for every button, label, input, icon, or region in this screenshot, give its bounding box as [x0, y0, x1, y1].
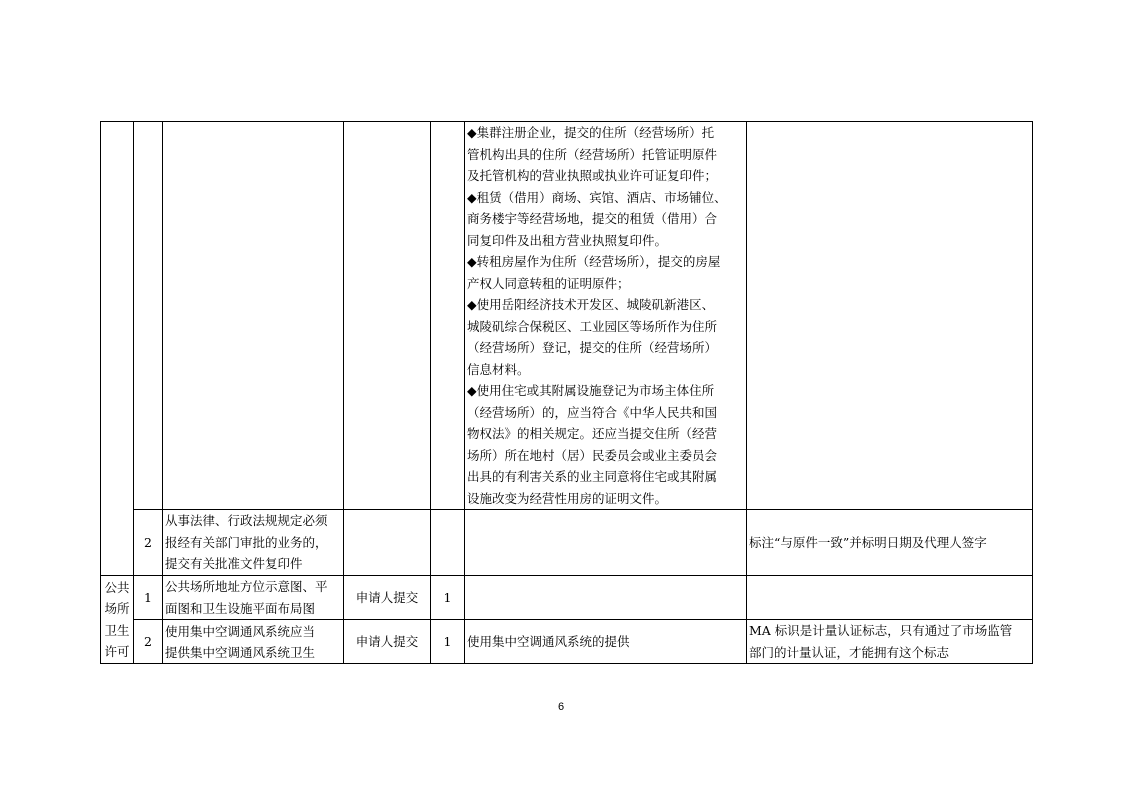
- requirement-line: ◆租赁（借用）商场、宾馆、酒店、市场铺位、: [467, 189, 727, 205]
- material-line: 使用集中空调通风系统应当: [165, 623, 316, 639]
- material-line: 公共场所地址方位示意图、平: [165, 579, 328, 594]
- number-cell: [134, 122, 163, 510]
- material-cell: [163, 510, 344, 576]
- category-cell: [101, 576, 134, 664]
- category-line: 卫生: [104, 622, 130, 638]
- remark-cell: [747, 576, 1033, 620]
- category-line: 公共: [104, 579, 130, 595]
- requirement-line: ◆集群注册企业，提交的住所（经营场所）托: [467, 125, 715, 140]
- requirement-line: （经营场所）登记，提交的住所（经营场所）: [467, 340, 718, 355]
- requirement-line: 设施改变为经营性用房的证明文件。: [467, 490, 668, 506]
- requirement-line: 及托管机构的营业执照或执业许可证复印件；: [467, 168, 718, 183]
- table-row: [101, 122, 1033, 510]
- count-cell: [431, 510, 465, 576]
- requirement-line: 管机构出具的住所（经营场所）托管证明原件: [467, 146, 718, 162]
- material-line: 从事法律、行政法规规定必须: [165, 513, 328, 529]
- remark-cell: [747, 620, 1033, 664]
- remark-cell: 标注“与原件一致”并标明日期及代理人签字: [747, 510, 1033, 576]
- material-cell: [163, 620, 344, 664]
- requirement-line: （经营场所）的，应当符合《中华人民共和国: [467, 404, 718, 420]
- remark-cell: [747, 122, 1033, 510]
- requirement-line: 物权法》的相关规定。还应当提交住所（经营: [467, 426, 718, 441]
- number-cell: 1: [134, 576, 163, 620]
- requirement-line: 场所）所在地村（居）民委员会或业主委员会: [467, 447, 718, 463]
- requirement-line: 信息材料。: [467, 361, 530, 377]
- material-line: 提交有关批准文件复印件: [165, 556, 303, 572]
- material-line: 提供集中空调通风系统卫生: [165, 645, 316, 660]
- source-cell: 申请人提交: [344, 620, 431, 664]
- requirement-line: ◆使用岳阳经济技术开发区、城陵矶新港区、: [467, 297, 715, 312]
- requirements-cell: [465, 510, 747, 576]
- requirement-line: 商务楼宇等经营场地，提交的租赁（借用）合: [467, 211, 718, 226]
- table-row: [101, 510, 1033, 576]
- number-cell: 2: [134, 620, 163, 664]
- source-cell: [344, 510, 431, 576]
- materials-table: [100, 121, 1033, 664]
- source-cell: 申请人提交: [344, 576, 431, 620]
- requirement-line: ◆转租房屋作为住所（经营场所），提交的房屋: [467, 254, 721, 269]
- category-cell-empty: [101, 122, 134, 576]
- category-line: 场所: [104, 601, 130, 616]
- requirement-line: ◆使用住宅或其附属设施登记为市场主体住所: [467, 383, 715, 398]
- requirements-cell: 使用集中空调通风系统的提供: [465, 620, 747, 664]
- number-cell: 2: [134, 510, 163, 576]
- source-cell: [344, 122, 431, 510]
- count-cell: 1: [431, 620, 465, 664]
- requirement-line: 城陵矶综合保税区、工业园区等场所作为住所: [467, 318, 718, 334]
- requirement-line: 同复印件及出租方营业执照复印件。: [467, 232, 668, 248]
- requirement-line: 出具的有利害关系的业主同意将住宅或其附属: [467, 469, 718, 484]
- requirement-line: 产权人同意转租的证明原件；: [467, 275, 630, 291]
- material-cell: [163, 576, 344, 620]
- table-row: [101, 576, 1033, 620]
- requirements-cell: [465, 122, 747, 510]
- remark-line: 部门的计量认证，才能拥有这个标志: [749, 644, 950, 660]
- count-cell: 1: [431, 576, 465, 620]
- count-cell: [431, 122, 465, 510]
- material-cell: [163, 122, 344, 510]
- table-row: [101, 620, 1033, 664]
- page-number: 6: [557, 701, 565, 713]
- material-line: 报经有关部门审批的业务的，: [165, 534, 328, 550]
- category-line: 许可: [104, 644, 130, 659]
- material-line: 面图和卫生设施平面布局图: [165, 600, 316, 616]
- remark-line: MA 标识是计量认证标志，只有通过了市场监管: [749, 623, 1013, 638]
- requirements-cell: [465, 576, 747, 620]
